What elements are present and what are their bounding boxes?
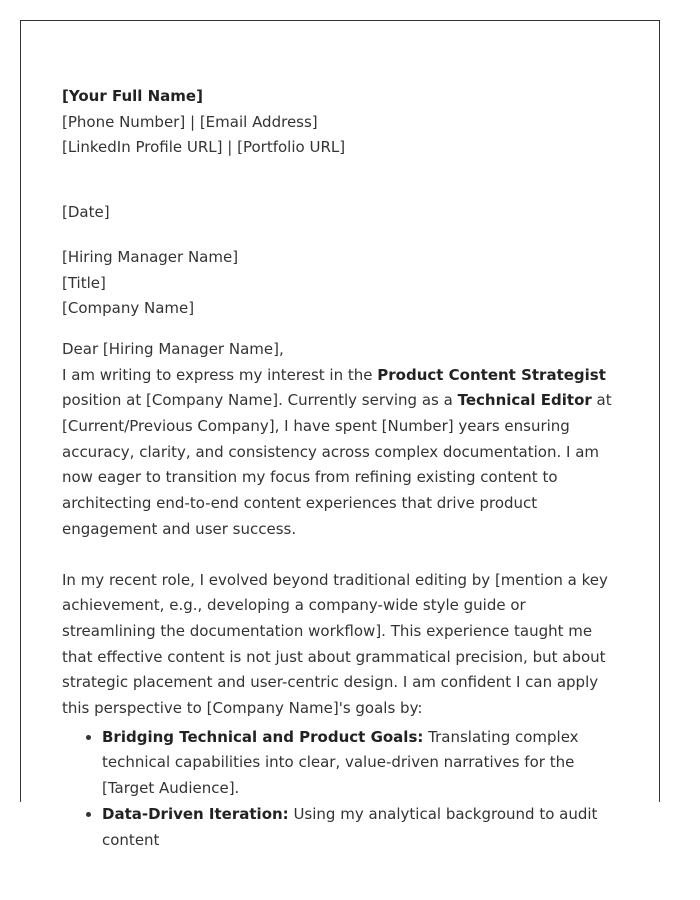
salutation: Dear [Hiring Manager Name], xyxy=(62,339,284,358)
document-page xyxy=(20,20,660,849)
linkedin-url: [LinkedIn Profile URL] xyxy=(62,138,223,157)
paragraph-experience: In my recent role, I evolved beyond traditional editing by [mention a key achievement, e.g., developing a company-wide style guide or streamlining the documentation workflow]. This experience taught me that effective content is not just about grammatical precision, but about strategic placement and user-centric design. I am confident I can apply this perspective to [Company Name]'s goals by: xyxy=(62,570,608,718)
separator: | xyxy=(189,112,196,131)
date-block xyxy=(62,200,622,226)
phone-number: [Phone Number] xyxy=(62,112,186,131)
portfolio-url: [Portfolio URL] xyxy=(237,138,346,157)
intro-text-3: at [Current/Previous Company], I have spent [Number] years ensuring accuracy, clarity, and consistency across complex documentation. I am now eager to transition my focus from refining existing content to architecting end-to-end content experiences that drive product engagement and user success. xyxy=(62,391,612,538)
paragraph-intro xyxy=(62,363,622,543)
list-item xyxy=(102,725,622,802)
letter-date: [Date] xyxy=(62,203,110,222)
bullet-heading: Data-Driven Iteration: xyxy=(102,804,289,823)
recipient-company: [Company Name] xyxy=(62,299,195,318)
current-role: Technical Editor xyxy=(457,391,592,410)
full-name: [Your Full Name] xyxy=(62,87,203,105)
recipient-block xyxy=(62,245,622,322)
bullet-heading: Bridging Technical and Product Goals: xyxy=(102,727,424,746)
email-address: [Email Address] xyxy=(199,112,318,131)
contact-header xyxy=(62,84,622,161)
phone-email-line xyxy=(62,110,622,136)
separator: | xyxy=(227,138,233,157)
intro-text-2: position at [Company Name]. Currently serving as a xyxy=(62,391,458,410)
cover-letter-body xyxy=(62,84,622,853)
target-role: Product Content Strategist xyxy=(377,365,606,384)
bullet-text: Translating complex technical capabilities into clear, value-driven narratives for the [Target Audience]. xyxy=(102,727,579,798)
list-item xyxy=(102,802,622,853)
goals-list xyxy=(62,725,622,854)
bullet-text: Using my analytical background to audit content xyxy=(102,804,598,849)
recipient-name: [Hiring Manager Name] xyxy=(62,247,239,266)
intro-text-1: I am writing to express my interest in the xyxy=(62,365,378,384)
recipient-title: [Title] xyxy=(62,273,106,292)
links-line xyxy=(62,135,622,161)
